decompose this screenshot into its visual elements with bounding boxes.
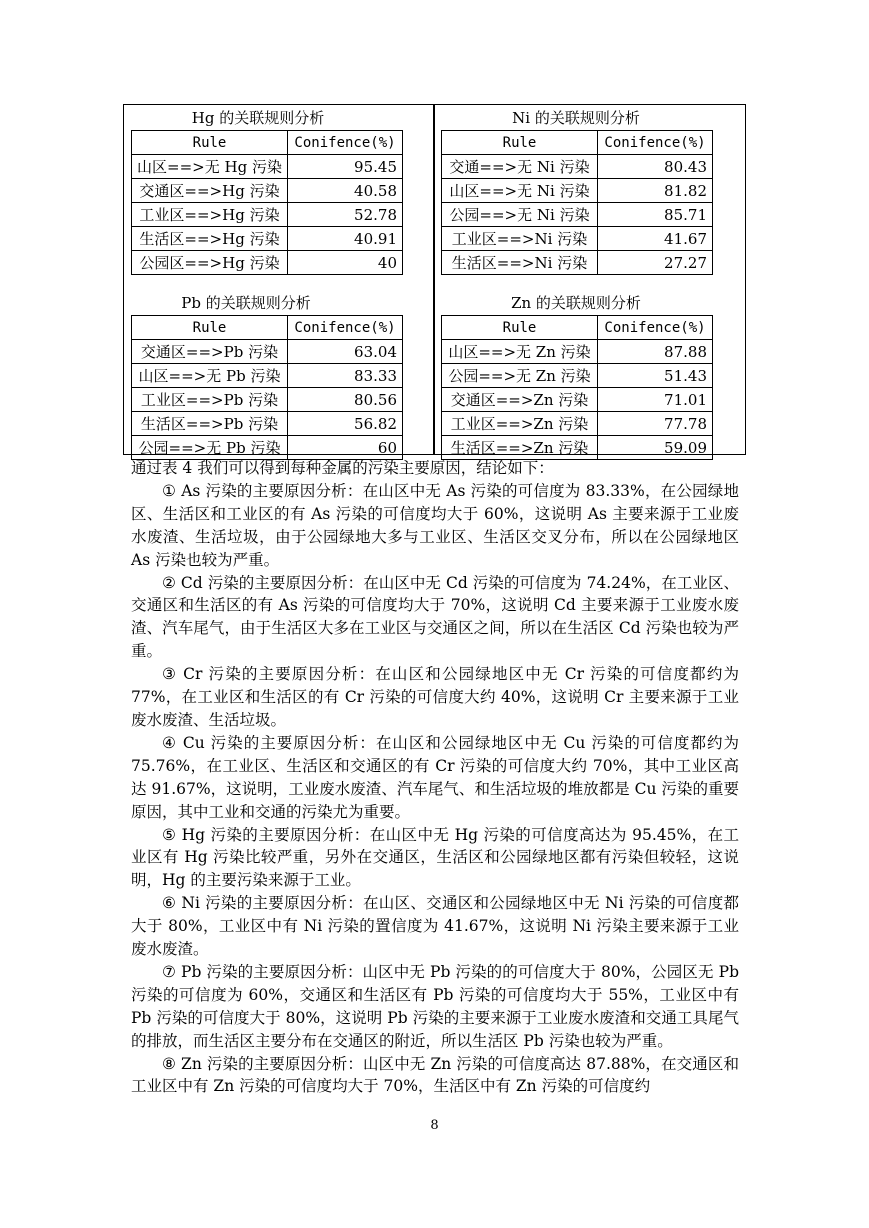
table-row <box>132 251 403 275</box>
confidence-cell: 85.71 <box>598 203 713 227</box>
rule-cell: 工业区==>Pb 污染 <box>132 388 288 412</box>
confidence-cell: 40.58 <box>288 179 403 203</box>
table-row <box>132 436 403 460</box>
intro-paragraph: 通过表 4 我们可以得到每种金属的污染主要原因，结论如下： <box>131 459 554 477</box>
table-row <box>442 155 713 179</box>
table-row <box>442 227 713 251</box>
confidence-cell: 60 <box>288 436 403 460</box>
tables-divider <box>433 104 435 455</box>
table-header-row <box>132 316 403 340</box>
confidence-cell: 63.04 <box>288 340 403 364</box>
rule-header: Rule <box>442 316 598 340</box>
table-row <box>132 364 403 388</box>
cd-analysis-paragraph: ② Cd 污染的主要原因分析：在山区中无 Cd 污染的可信度为 74.24%，在工业区、交通区和生活区的有 As 污染的可信度均大于 70%，这说明 Cd 主要来源于工业废水废渣、汽车尾气，由于生活区大多在工业区与交通区之间，所以在生活区 Cd 污染也较为严重。 <box>131 573 739 661</box>
body-text <box>131 457 739 1098</box>
table-row <box>132 203 403 227</box>
table-row <box>442 179 713 203</box>
table-row <box>442 436 713 460</box>
ni-table-title: Ni 的关联规则分析 <box>512 109 640 127</box>
confidence-cell: 81.82 <box>598 179 713 203</box>
rule-cell: 交通区==>Pb 污染 <box>132 340 288 364</box>
table-header-row <box>442 131 713 155</box>
confidence-cell: 51.43 <box>598 364 713 388</box>
rule-header: Rule <box>442 131 598 155</box>
table-row <box>442 203 713 227</box>
as-analysis-paragraph: ① As 污染的主要原因分析：在山区中无 As 污染的可信度为 83.33%，在公园绿地区、生活区和工业区的有 As 污染的可信度均大于 60%，这说明 As 主要来源于工业废水废渣、生活垃圾，由于公园绿地大多与工业区、生活区交叉分布，所以在公园绿地区 As 污染也较为严重。 <box>131 481 739 569</box>
confidence-header: Conifence(%) <box>288 131 403 155</box>
rule-cell: 山区==>无 Pb 污染 <box>132 364 288 388</box>
rule-cell: 生活区==>Pb 污染 <box>132 412 288 436</box>
rule-cell: 山区==>无 Ni 污染 <box>442 179 598 203</box>
confidence-cell: 59.09 <box>598 436 713 460</box>
confidence-cell: 41.67 <box>598 227 713 251</box>
cu-analysis-paragraph: ④ Cu 污染的主要原因分析：在山区和公园绿地区中无 Cu 污染的可信度都约为 75.76%，在工业区、生活区和交通区的有 Cr 污染的可信度大约 70%，其中工业区高达 91.67%，这说明，工业废水废渣、汽车尾气、和生活垃圾的堆放都是 Cu 污染的重要原因，其中工业和交通的污染尤为重要。 <box>131 733 739 821</box>
confidence-cell: 40 <box>288 251 403 275</box>
rule-cell: 公园==>无 Pb 污染 <box>132 436 288 460</box>
table-row <box>442 388 713 412</box>
rule-cell: 生活区==>Ni 污染 <box>442 251 598 275</box>
confidence-cell: 80.56 <box>288 388 403 412</box>
rule-cell: 公园区==>Hg 污染 <box>132 251 288 275</box>
confidence-cell: 80.43 <box>598 155 713 179</box>
confidence-cell: 71.01 <box>598 388 713 412</box>
table-row <box>132 227 403 251</box>
confidence-cell: 40.91 <box>288 227 403 251</box>
rule-cell: 公园==>无 Ni 污染 <box>442 203 598 227</box>
rule-cell: 生活区==>Zn 污染 <box>442 436 598 460</box>
rule-cell: 交通==>无 Ni 污染 <box>442 155 598 179</box>
confidence-cell: 56.82 <box>288 412 403 436</box>
confidence-header: Conifence(%) <box>288 316 403 340</box>
table-row <box>132 388 403 412</box>
hg-table-title: Hg 的关联规则分析 <box>191 109 325 127</box>
confidence-cell: 52.78 <box>288 203 403 227</box>
ni-rules-table <box>441 130 713 275</box>
rule-cell: 交通区==>Hg 污染 <box>132 179 288 203</box>
hg-analysis-paragraph: ⑤ Hg 污染的主要原因分析：在山区中无 Hg 污染的可信度高达为 95.45%，在工业区有 Hg 污染比较严重，另外在交通区，生活区和公园绿地区都有污染但较轻，这说明，Hg 的主要污染来源于工业。 <box>131 825 739 890</box>
zn-analysis-paragraph: ⑧ Zn 污染的主要原因分析：山区中无 Zn 污染的可信度高达 87.88%，在交通区和工业区中有 Zn 污染的可信度均大于 70%，生活区中有 Zn 污染的可信度约 <box>131 1054 739 1096</box>
cr-analysis-paragraph: ③ Cr 污染的主要原因分析：在山区和公园绿地区中无 Cr 污染的可信度都约为 77%，在工业区和生活区的有 Cr 污染的可信度大约 40%，这说明 Cr 主要来源于工业废水废渣、生活垃圾。 <box>131 665 739 729</box>
pb-analysis-paragraph: ⑦ Pb 污染的主要原因分析：山区中无 Pb 污染的的可信度大于 80%，公园区无 Pb 污染的可信度为 60%，交通区和生活区有 Pb 污染的可信度均大于 55%，工业区中有 Pb 污染的可信度大于 80%，这说明 Pb 污染的主要来源于工业废水废渣和交通工具尾气的排放，而生活区主要分布在交通区的附近，所以生活区 Pb 污染也较为严重。 <box>131 962 739 1050</box>
table-row <box>442 340 713 364</box>
confidence-cell: 77.78 <box>598 412 713 436</box>
confidence-cell: 83.33 <box>288 364 403 388</box>
page-number: 8 <box>430 1118 439 1133</box>
rule-cell: 山区==>无 Hg 污染 <box>132 155 288 179</box>
table-row <box>132 155 403 179</box>
table-row <box>132 179 403 203</box>
confidence-header: Conifence(%) <box>598 316 713 340</box>
rule-cell: 工业区==>Ni 污染 <box>442 227 598 251</box>
rule-cell: 工业区==>Zn 污染 <box>442 412 598 436</box>
rule-header: Rule <box>132 316 288 340</box>
table-row <box>132 412 403 436</box>
table-header-row <box>442 316 713 340</box>
rule-cell: 山区==>无 Zn 污染 <box>442 340 598 364</box>
ni-analysis-paragraph: ⑥ Ni 污染的主要原因分析：在山区、交通区和公园绿地区中无 Ni 污染的可信度都大于 80%，工业区中有 Ni 污染的置信度为 41.67%，这说明 Ni 污染主要来源于工业废水废渣。 <box>131 894 739 959</box>
rule-cell: 工业区==>Hg 污染 <box>132 203 288 227</box>
table-row <box>132 340 403 364</box>
table-header-row <box>132 131 403 155</box>
table-row <box>442 364 713 388</box>
pb-rules-table <box>131 315 403 460</box>
pb-table-title: Pb 的关联规则分析 <box>181 294 311 312</box>
rule-cell: 生活区==>Hg 污染 <box>132 227 288 251</box>
table-row <box>442 412 713 436</box>
confidence-cell: 27.27 <box>598 251 713 275</box>
confidence-header: Conifence(%) <box>598 131 713 155</box>
table-row <box>442 251 713 275</box>
confidence-cell: 87.88 <box>598 340 713 364</box>
rule-cell: 交通区==>Zn 污染 <box>442 388 598 412</box>
hg-rules-table <box>131 130 403 275</box>
rule-cell: 公园==>无 Zn 污染 <box>442 364 598 388</box>
zn-rules-table <box>441 315 713 460</box>
zn-table-title: Zn 的关联规则分析 <box>511 294 641 312</box>
rule-header: Rule <box>132 131 288 155</box>
confidence-cell: 95.45 <box>288 155 403 179</box>
